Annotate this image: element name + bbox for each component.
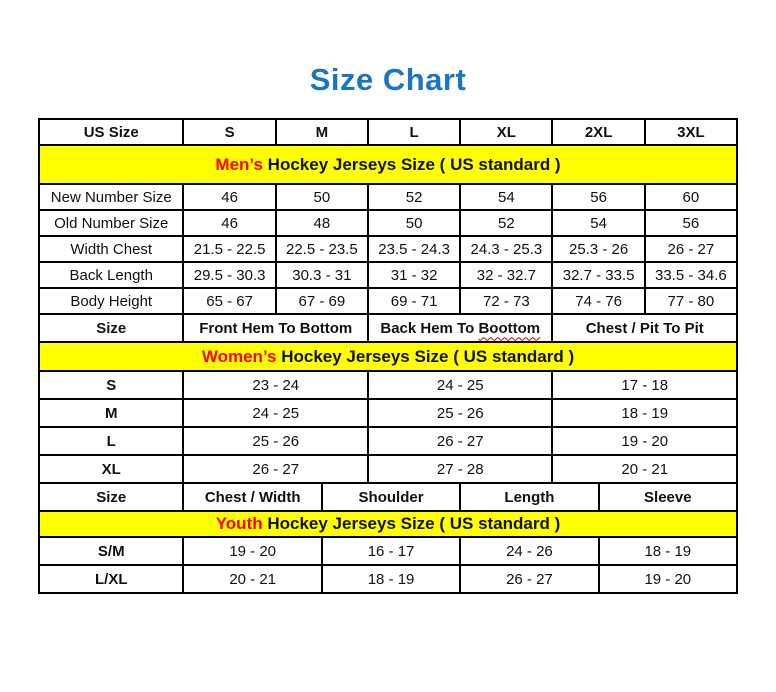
size-value-cell: 77 - 80	[645, 288, 737, 314]
row-label: M	[39, 399, 183, 427]
size-value-cell: 30.3 - 31	[276, 262, 368, 288]
table-row	[39, 288, 737, 314]
size-value-cell: 48	[276, 210, 368, 236]
size-value-cell: 50	[276, 184, 368, 210]
table-row	[39, 184, 737, 210]
size-value-cell: 19 - 20	[183, 537, 321, 565]
size-value-cell: 72 - 73	[460, 288, 552, 314]
size-value-cell: 67 - 69	[276, 288, 368, 314]
size-value-cell: 18 - 19	[599, 537, 737, 565]
youth-title-text: Hockey Jerseys Size ( US standard )	[262, 514, 561, 533]
column-header-l: L	[368, 119, 460, 145]
column-header-s: S	[183, 119, 275, 145]
size-value-cell: 26 - 27	[460, 565, 598, 593]
table-row	[39, 399, 737, 427]
column-header-back-hem-to-boottom: Back Hem To Boottom	[368, 314, 553, 342]
size-value-cell: 31 - 32	[368, 262, 460, 288]
table-row	[39, 455, 737, 483]
size-value-cell: 25.3 - 26	[552, 236, 644, 262]
size-value-cell: 22.5 - 23.5	[276, 236, 368, 262]
youth-table-title	[39, 511, 737, 537]
size-value-cell: 27 - 28	[368, 455, 553, 483]
womens-size-table	[38, 313, 738, 484]
row-label: Body Height	[39, 288, 183, 314]
column-header-xl: XL	[460, 119, 552, 145]
column-header-m: M	[276, 119, 368, 145]
table-row	[39, 262, 737, 288]
column-header-3xl: 3XL	[645, 119, 737, 145]
size-value-cell: 24.3 - 25.3	[460, 236, 552, 262]
womens-table-title	[39, 342, 737, 371]
table-row	[39, 565, 737, 593]
column-header-2xl: 2XL	[552, 119, 644, 145]
womens-title-highlight: Women’s	[201, 346, 277, 366]
row-label: S	[39, 371, 183, 399]
column-header-front-hem-to-bottom: Front Hem To Bottom	[183, 314, 368, 342]
size-value-cell: 24 - 25	[368, 371, 553, 399]
size-value-cell: 56	[645, 210, 737, 236]
youth-size-table	[38, 482, 738, 594]
size-value-cell: 54	[552, 210, 644, 236]
size-value-cell: 24 - 25	[183, 399, 368, 427]
size-value-cell: 46	[183, 184, 275, 210]
size-value-cell: 25 - 26	[368, 399, 553, 427]
column-header-chest-width: Chest / Width	[183, 483, 321, 511]
row-label: Old Number Size	[39, 210, 183, 236]
size-value-cell: 52	[368, 184, 460, 210]
column-header-size: Size	[39, 314, 183, 342]
mens-table-title	[39, 145, 737, 184]
size-value-cell: 26 - 27	[368, 427, 553, 455]
size-value-cell: 65 - 67	[183, 288, 275, 314]
size-value-cell: 16 - 17	[322, 537, 460, 565]
size-value-cell: 32 - 32.7	[460, 262, 552, 288]
size-value-cell: 21.5 - 22.5	[183, 236, 275, 262]
size-value-cell: 54	[460, 184, 552, 210]
column-header-us-size: US Size	[39, 119, 183, 145]
row-label: XL	[39, 455, 183, 483]
size-value-cell: 17 - 18	[552, 371, 737, 399]
table-row	[39, 537, 737, 565]
mens-title-text: Hockey Jerseys Size ( US standard )	[262, 154, 561, 174]
mens-title-highlight: Men’s	[215, 154, 263, 174]
size-value-cell: 52	[460, 210, 552, 236]
page-title: Size Chart	[309, 62, 467, 97]
size-value-cell: 25 - 26	[183, 427, 368, 455]
size-value-cell: 33.5 - 34.6	[645, 262, 737, 288]
size-value-cell: 24 - 26	[460, 537, 598, 565]
row-label: S/M	[39, 537, 183, 565]
womens-title-text: Hockey Jerseys Size ( US standard )	[276, 346, 575, 366]
row-label: L	[39, 427, 183, 455]
row-label: Back Length	[39, 262, 183, 288]
misspelled-word: Boottom	[478, 319, 541, 337]
size-value-cell: 26 - 27	[645, 236, 737, 262]
row-label: Width Chest	[39, 236, 183, 262]
size-value-cell: 18 - 19	[552, 399, 737, 427]
size-value-cell: 46	[183, 210, 275, 236]
size-value-cell: 19 - 20	[552, 427, 737, 455]
size-value-cell: 74 - 76	[552, 288, 644, 314]
table-row	[39, 427, 737, 455]
column-header-chest-pit-to-pit: Chest / Pit To Pit	[552, 314, 737, 342]
size-value-cell: 18 - 19	[322, 565, 460, 593]
column-header-shoulder: Shoulder	[322, 483, 460, 511]
size-value-cell: 56	[552, 184, 644, 210]
column-header-length: Length	[460, 483, 598, 511]
size-value-cell: 50	[368, 210, 460, 236]
size-value-cell: 20 - 21	[183, 565, 321, 593]
size-value-cell: 19 - 20	[599, 565, 737, 593]
size-tables-container	[38, 118, 738, 594]
table-row	[39, 371, 737, 399]
size-value-cell: 23 - 24	[183, 371, 368, 399]
size-value-cell: 29.5 - 30.3	[183, 262, 275, 288]
size-value-cell: 32.7 - 33.5	[552, 262, 644, 288]
column-header-size: Size	[39, 483, 183, 511]
row-label: New Number Size	[39, 184, 183, 210]
row-label: L/XL	[39, 565, 183, 593]
table-row	[39, 210, 737, 236]
size-value-cell: 23.5 - 24.3	[368, 236, 460, 262]
youth-title-highlight: Youth	[215, 514, 263, 533]
size-value-cell: 26 - 27	[183, 455, 368, 483]
size-value-cell: 69 - 71	[368, 288, 460, 314]
table-row	[39, 236, 737, 262]
column-header-sleeve: Sleeve	[599, 483, 737, 511]
mens-size-table	[38, 118, 738, 315]
size-value-cell: 60	[645, 184, 737, 210]
size-value-cell: 20 - 21	[552, 455, 737, 483]
